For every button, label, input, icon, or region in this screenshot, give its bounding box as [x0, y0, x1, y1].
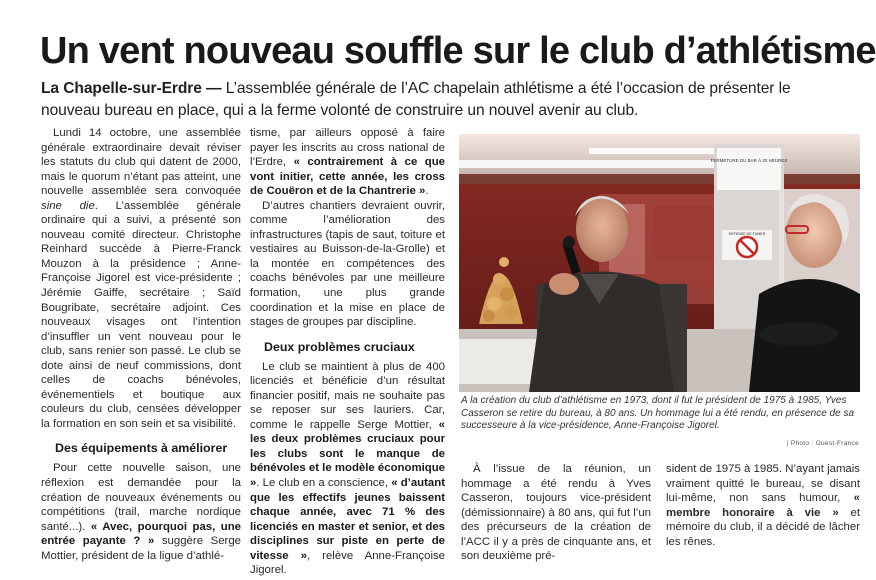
text: tisme, par ailleurs opposé à faire payer les inscrits au cross national de l’Erdre,	[250, 127, 445, 169]
text: suggère Serge Mottier, président de la ligue d’athlé-	[41, 535, 242, 562]
subheading: Deux problèmes cruciaux	[264, 339, 415, 354]
paragraph: À l’issue de la réunion, un hommage a été rendu à Yves Casseron, toujours vice-président (démissionnaire) à 80 ans, qui fut l’un des précurseurs de la création de l’ACC il y a près de cinquante ans, et son deuxième pré-	[461, 463, 651, 563]
text: Pour cette nouvelle saison, une réflexion est demandée pour la création de nouveaux événements ou compétitions (trail, marche nordique santé...).	[41, 462, 241, 533]
text: . Le club en a conscience,	[256, 477, 392, 490]
paragraph	[41, 461, 241, 563]
text: Lundi 14 octobre, une assemblée générale extraordinaire devait réviser les statuts du club qui datent de 2000, mais le quorum n’étant pas atteint, une nouvelle assemblée sera convoquée	[41, 127, 241, 198]
quote: « Avec, pourquoi pas, une entrée payante ? »	[41, 520, 242, 548]
text: Le club se maintient à plus de 400 licenciés et bénéficie d’un résultat financier positif, mais ne souhaite pas se reposer sur ses lauriers. Car, comme le rappelle Serge Mottier,	[250, 360, 445, 431]
no-smoking-sign: DÉFENSE DE FUMER	[728, 232, 766, 236]
bar-closing-sign: FERMETURE DU BAR À 20 HEURES	[710, 158, 788, 163]
photo-credit: | Photo : Ouest-France	[786, 440, 859, 447]
quote: « membre honoraire à vie »	[666, 492, 860, 519]
subheading: Des équipements à améliorer	[55, 441, 228, 456]
paragraph	[666, 462, 860, 549]
paragraph	[250, 126, 445, 199]
column-1	[41, 126, 241, 563]
photo-caption: A la création du club d’athlétisme en 1973, dont il fut le président de 1975 à 1985, Yves Casseron se retire du bureau, à 80 ans. Un hommage lui a été rendu, en présence de sa successeure à la vice-présidence, Anne-Françoise Jigorel.	[461, 395, 855, 432]
quote: « les deux problèmes cruciaux pour les clubs sont le manque de bénévoles et le modèle économique »	[250, 418, 445, 490]
text: , relève Anne-Françoise Jigorel.	[250, 549, 446, 577]
article-headline: Un vent nouveau souffle sur le club d’athlétisme	[40, 30, 876, 72]
quote: « contrairement à ce que vont initier, cette année, les cross de Couëron et de la Chantrerie »	[250, 156, 445, 198]
text: . L’assemblée générale ordinaire qui a suivi, a présenté son nouveau comité directeur. Christophe Reinhard succède à Pierre-Franck Mouzon à la présidence ; Anne-Françoise Jigorel est vice-présidente ; Jérémie Gaiffe, secrétaire ; Saïd Bougribate, secrétaire adjoint. Ces nouveaux visages ont l’intention d’insuffler un vent nouveau pour le club, sans renier son passé. Le club se dote ainsi de neuf commissions, dont celles de coachs bénévoles, événementiels et boutique aux couleurs du club, censées développer la formation en son sein et sa visibilité.	[41, 199, 241, 430]
paragraph	[250, 360, 445, 578]
text: et mémoire du club, il a décidé de lâcher les rênes.	[666, 506, 860, 548]
article-photo	[459, 134, 860, 392]
lede-text: L’assemblée générale de l’AC chapelain athlétisme a été l’occasion de présenter le nouveau bureau en place, qui a la ferme volonté de construire un nouvel avenir au club.	[41, 80, 791, 119]
column-3	[461, 462, 651, 564]
italic-text: sine die	[41, 199, 95, 212]
paragraph: D’autres chantiers devraient ouvrir, comme l’amélioration des infrastructures (tapis de saut, toiture et vestiaires au Buisson-de-la-Grolle) et la montée en compétences des coachs bénévoles par une meilleure formation, une plus grande coordination et la mise en place de stages de groupes par discipline.	[250, 199, 445, 329]
column-2	[250, 126, 445, 578]
text: sident de 1975 à 1985. N’ayant jamais vraiment quitté le bureau, se disant lui-même, non sans humour,	[666, 463, 860, 505]
text: .	[425, 185, 429, 198]
photo-illustration	[459, 134, 860, 392]
article-lede	[41, 78, 841, 122]
lede-place: La Chapelle-sur-Erdre —	[41, 80, 222, 97]
quote: « d’autant que les effectifs jeunes baissent chaque année, avec 71 % des licenciés en master et senior, et des disciplines sur piste en perte de vitesse »	[250, 477, 446, 562]
column-4	[666, 462, 860, 549]
paragraph	[41, 126, 241, 431]
